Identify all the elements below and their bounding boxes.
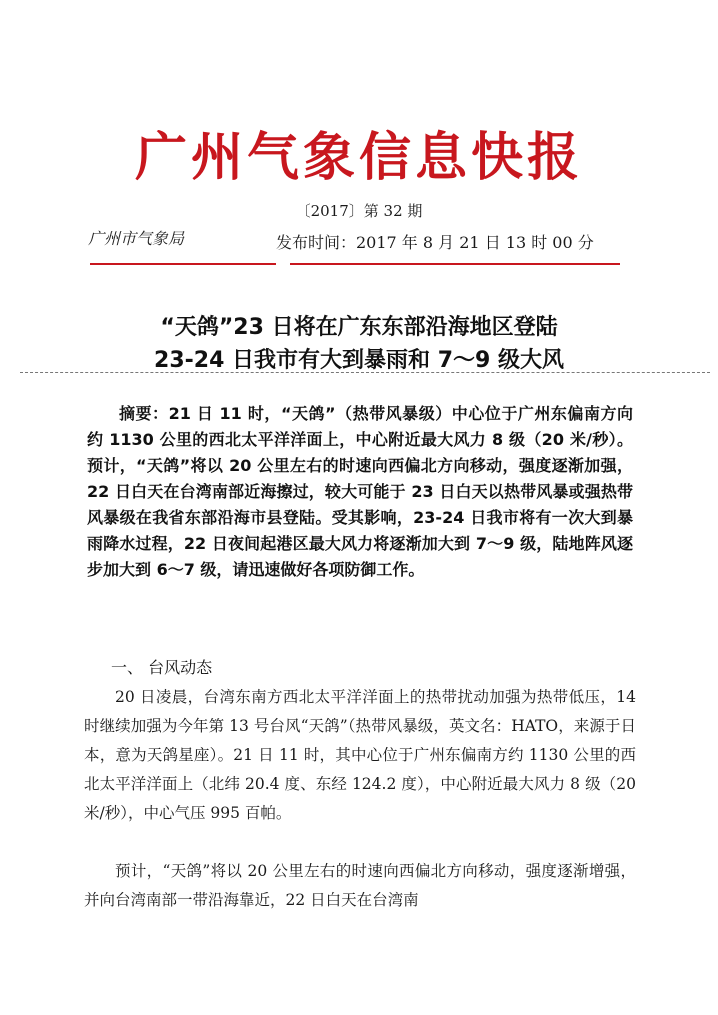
headline-line-1: “天鸽”23 日将在广东东部沿海地区登陆	[160, 315, 558, 340]
summary-text: 摘要：21 日 11 时，“天鸽”（热带风暴级）中心位于广州东偏南方向约 1130 公里的西北太平洋洋面上，中心附近最大风力 8 级（20 米/秒）。预计，“天鸽”将以 20 公里左右的时速向西偏北方向移动，强度逐渐加强，22 日白天在台湾南部近海擦过，较大可能于 23 日白天以热带风暴或强热带风暴级在我省东部沿海市县登陆。受其影响，23-24 日我市将有一次大到暴雨降水过程，22 日夜间起港区最大风力将逐渐加大到 7～9 级，陆地阵风逐步加大到 6～7 级，请迅速做好各项防御工作。	[87, 404, 633, 579]
section-paragraph-1	[84, 683, 636, 828]
section-paragraph-2	[84, 857, 636, 915]
paragraph-text: 20 日凌晨，台湾东南方西北太平洋洋面上的热带扰动加强为热带低压，14 时继续加强为今年第 13 号台风“天鸽”（热带风暴级，英文名：HATO，来源于日本，意为天鸽星座）。21 日 11 时，其中心位于广州东偏南方约 1130 公里的西北太平洋洋面上（北纬 20.4 度、东经 124.2 度），中心附近最大风力 8 级（20 米/秒），中心气压 995 百帕。	[84, 688, 636, 822]
header-rule-left	[90, 263, 276, 265]
headline-divider	[20, 372, 710, 373]
agency-name: 广州市气象局	[88, 229, 185, 248]
section-heading: 一、 台风动态	[111, 658, 213, 677]
summary-block	[87, 401, 633, 583]
publish-time: 发布时间：2017 年 8 月 21 日 13 时 00 分	[276, 233, 594, 252]
header-rule-right	[290, 263, 620, 265]
issue-number: 〔2017〕第 32 期	[295, 202, 423, 220]
headline-line-2: 23-24 日我市有大到暴雨和 7～9 级大风	[154, 348, 564, 373]
masthead-title: 广州气象信息快报	[134, 127, 583, 188]
paragraph-text: 预计，“天鸽”将以 20 公里左右的时速向西偏北方向移动，强度逐渐增强，并向台湾南部一带沿海靠近，22 日白天在台湾南	[84, 862, 636, 909]
